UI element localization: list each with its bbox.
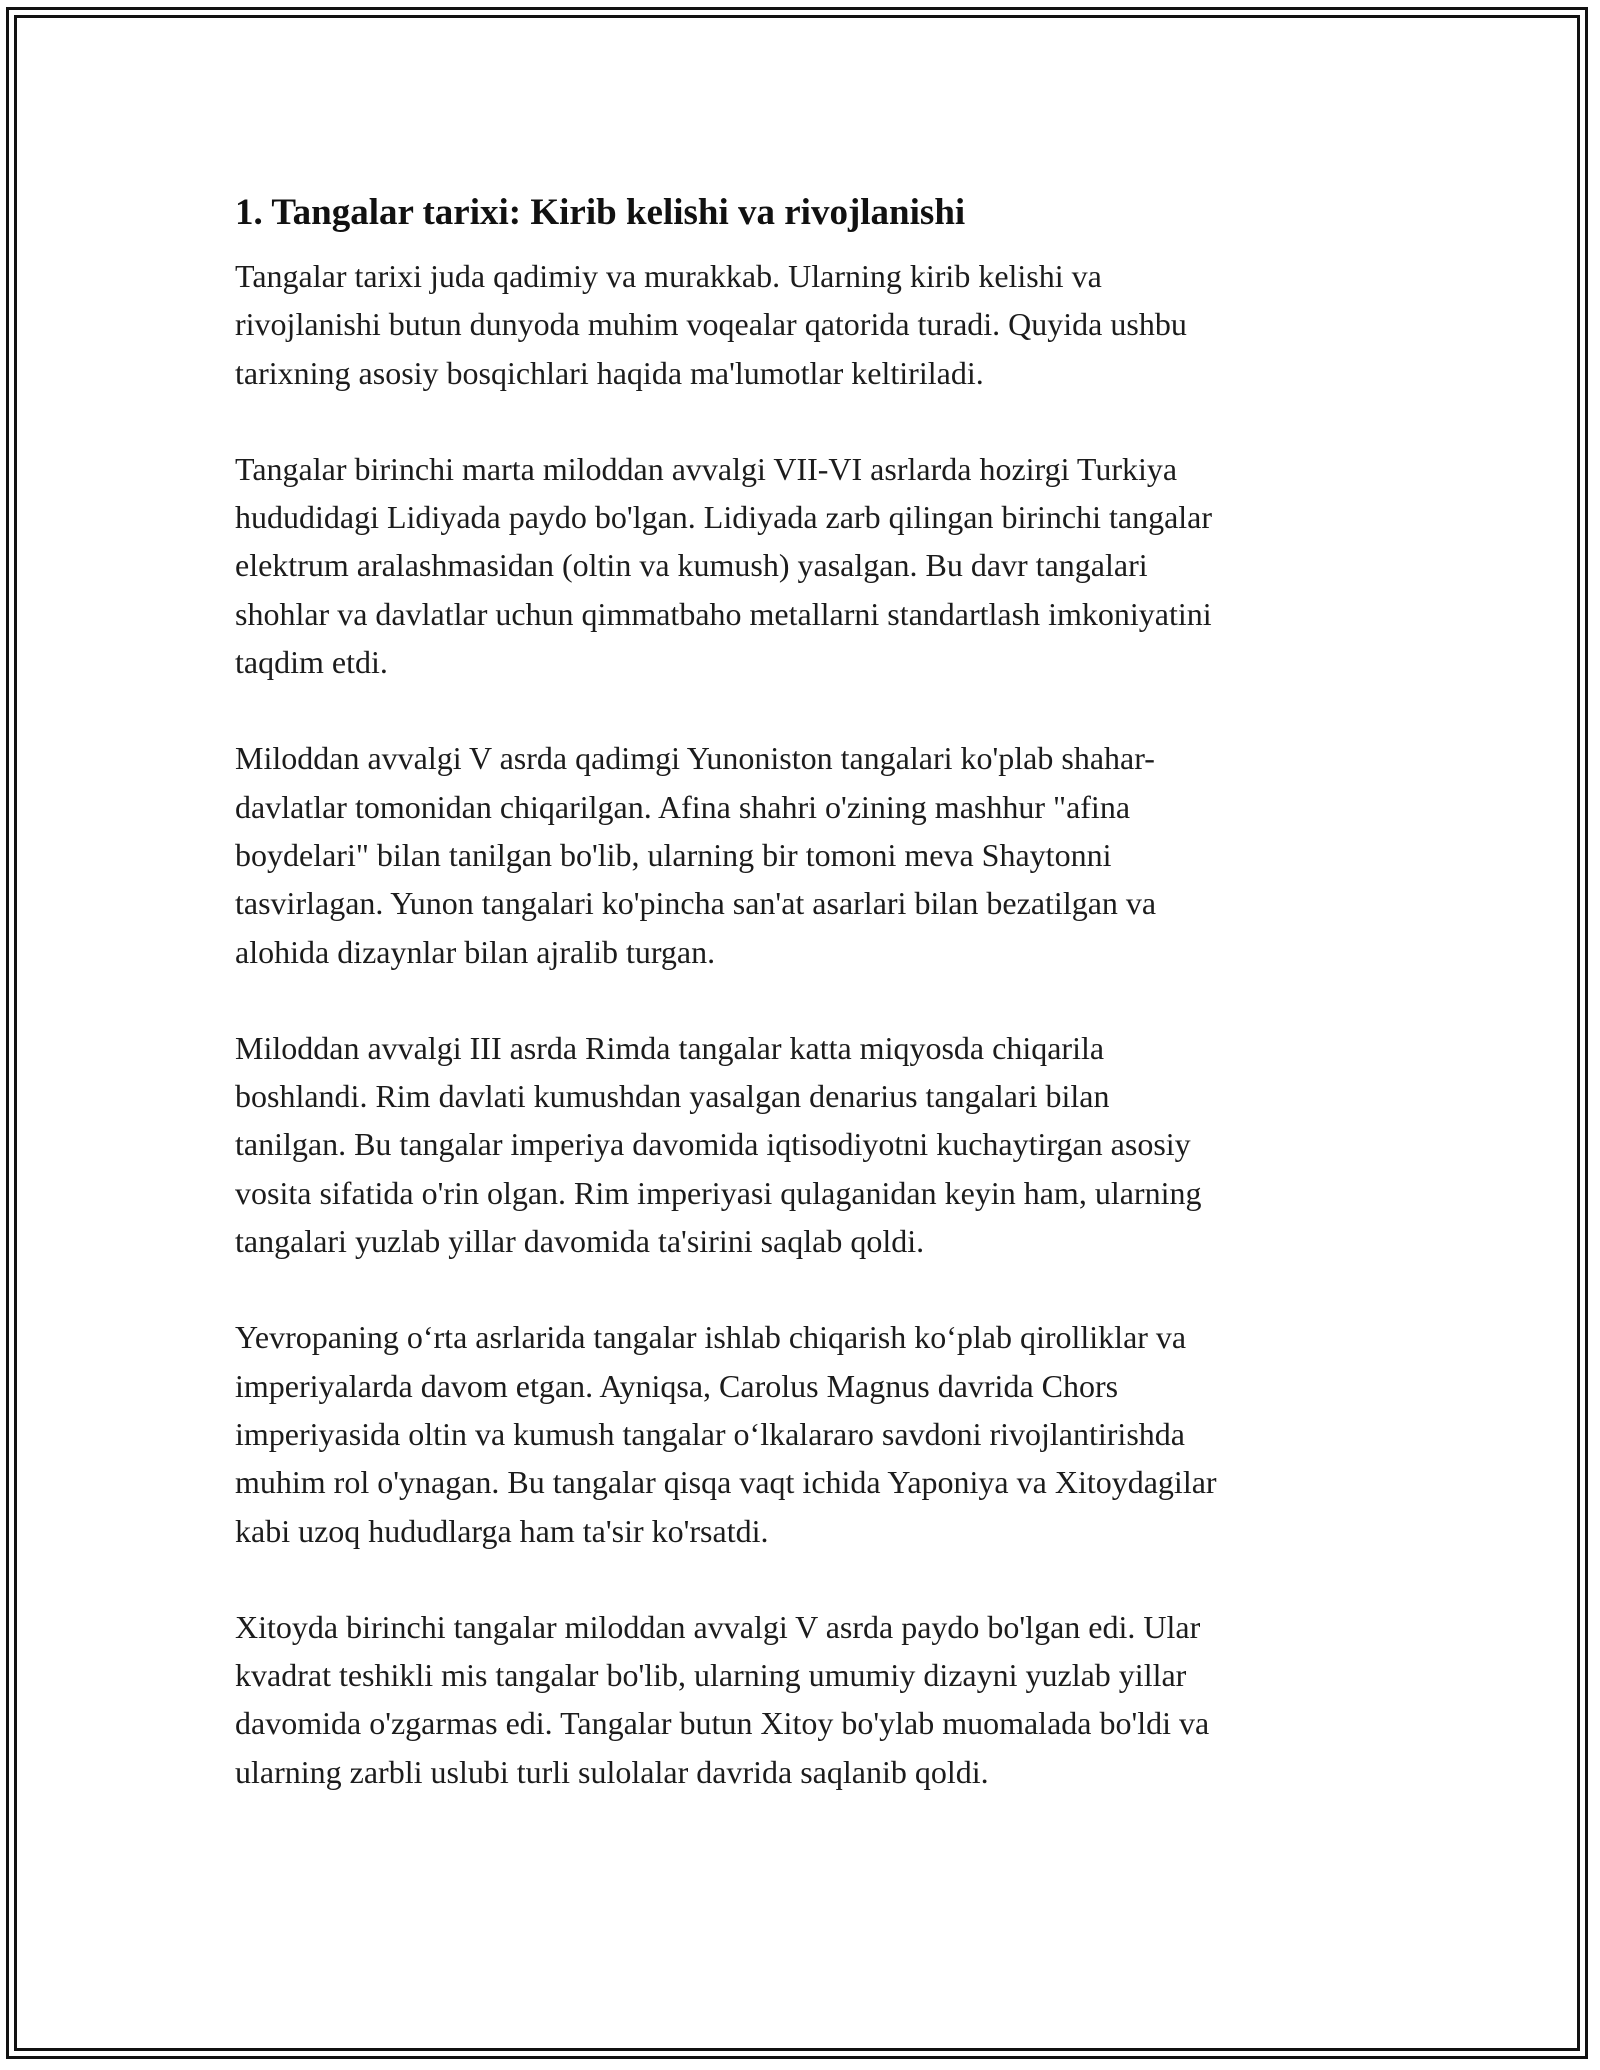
paragraph <box>235 445 1375 686</box>
paragraph <box>235 1603 1375 1796</box>
paragraph-line: tanilgan. Bu tangalar imperiya davomida iqtisodiyotni kuchaytirgan asosiy <box>235 1126 1191 1163</box>
paragraph-line: davlatlar tomonidan chiqarilgan. Afina shahri o'zining mashhur "afina <box>235 788 1131 825</box>
paragraph-line: alohida dizaynlar bilan ajralib turgan. <box>235 933 716 970</box>
paragraph-line: Miloddan avvalgi III asrda Rimda tangalar katta miqyosda chiqarila <box>235 1029 1105 1066</box>
paragraph-line: elektrum aralashmasidan (oltin va kumush) yasalgan. Bu davr tangalari <box>235 547 1148 584</box>
paragraph-line: tarixning asosiy bosqichlari haqida ma'lumotlar keltiriladi. <box>235 354 984 391</box>
document-body <box>235 186 1375 1844</box>
paragraph-line: tangalari yuzlab yillar davomida ta'sirini saqlab qoldi. <box>235 1223 925 1260</box>
paragraph-line: tasvirlagan. Yunon tangalari ko'pincha san'at asarlari bilan bezatilgan va <box>235 885 1157 922</box>
paragraph-line: vosita sifatida o'rin olgan. Rim imperiyasi qulaganidan keyin ham, ularning <box>235 1174 1202 1211</box>
paragraph-line: boshlandi. Rim davlati kumushdan yasalgan denarius tangalari bilan <box>235 1078 1110 1115</box>
paragraph-line: boydelari" bilan tanilgan bo'lib, ularning bir tomoni meva Shaytonni <box>235 836 1112 873</box>
paragraph-line: kabi uzoq hududlarga ham ta'sir ko'rsatdi. <box>235 1512 769 1549</box>
paragraph-line: Xitoyda birinchi tangalar miloddan avvalgi V asrda paydo bo'lgan edi. Ular <box>235 1608 1201 1645</box>
paragraph-line: Yevropaning o‘rta asrlarida tangalar ishlab chiqarish ko‘plab qirolliklar va <box>235 1319 1187 1356</box>
paragraph-line: davomida o'zgarmas edi. Tangalar butun Xitoy bo'ylab muomalada bo'ldi va <box>235 1705 1210 1742</box>
paragraph-line: muhim rol o'ynagan. Bu tangalar qisqa vaqt ichida Yaponiya va Xitoydagilar <box>235 1464 1217 1501</box>
paragraph-line: ularning zarbli uslubi turli sulolalar davrida saqlanib qoldi. <box>235 1753 989 1790</box>
paragraph-line: Tangalar birinchi marta miloddan avvalgi VII-VI asrlarda hozirgi Turkiya <box>235 450 1178 487</box>
paragraph-line: hududidagi Lidiyada paydo bo'lgan. Lidiyada zarb qilingan birinchi tangalar <box>235 499 1213 536</box>
paragraph <box>235 734 1375 975</box>
paragraph-line: rivojlanishi butun dunyoda muhim voqealar qatorida turadi. Quyida ushbu <box>235 306 1187 343</box>
paragraph-line: Tangalar tarixi juda qadimiy va murakkab. Ularning kirib kelishi va <box>235 258 1102 294</box>
paragraph <box>235 252 1375 397</box>
paragraph <box>235 1024 1375 1265</box>
paragraph-line: shohlar va davlatlar uchun qimmatbaho metallarni standartlash imkoniyatini <box>235 595 1212 632</box>
paragraph-list <box>235 252 1375 1796</box>
paragraph-line: Miloddan avvalgi V asrda qadimgi Yunoniston tangalari ko'plab shahar- <box>235 740 1155 777</box>
paragraph-line: imperiyasida oltin va kumush tangalar o‘lkalararo savdoni rivojlantirishda <box>235 1415 1185 1452</box>
paragraph-line: kvadrat teshikli mis tangalar bo'lib, ularning umumiy dizayni yuzlab yillar <box>235 1657 1187 1694</box>
paragraph-line: taqdim etdi. <box>235 644 388 681</box>
section-heading: 1. Tangalar tarixi: Kirib kelishi va rivojlanishi <box>235 192 966 233</box>
paragraph <box>235 1313 1375 1554</box>
paragraph-line: imperiyalarda davom etgan. Ayniqsa, Carolus Magnus davrida Chors <box>235 1367 1119 1404</box>
